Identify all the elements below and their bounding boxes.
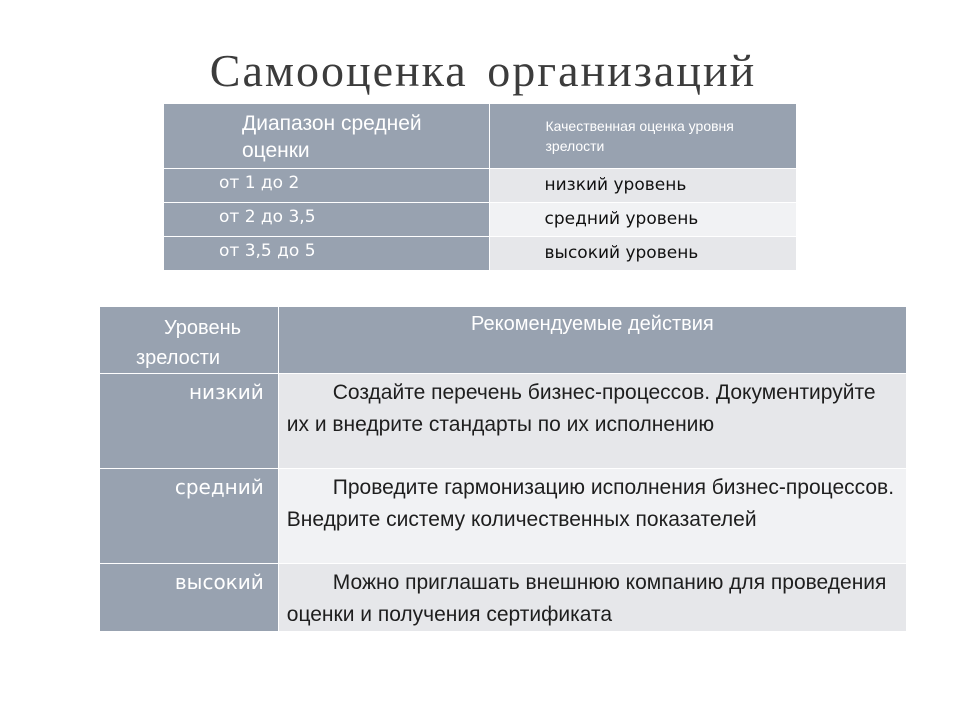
table-header-row bbox=[164, 104, 797, 169]
table-row bbox=[164, 203, 797, 237]
header-maturity: Уровень зрелости bbox=[100, 307, 279, 374]
header-quality: Качественная оценка уровня зрелости bbox=[489, 104, 797, 169]
maturity-cell: низкий bbox=[100, 374, 279, 469]
range-cell: от 3,5 до 5 bbox=[164, 237, 490, 271]
table-header-row bbox=[100, 307, 907, 374]
recommendations-table bbox=[99, 306, 907, 632]
table-row bbox=[164, 169, 797, 203]
action-cell: Проведите гармонизацию исполнения бизнес-процессов. Внедрите систему количественных показателей bbox=[278, 469, 906, 564]
table-row bbox=[100, 469, 907, 564]
range-cell: от 1 до 2 bbox=[164, 169, 490, 203]
slide-title: Самооценка организаций bbox=[209, 45, 757, 96]
score-range-table bbox=[163, 103, 797, 271]
maturity-cell: средний bbox=[100, 469, 279, 564]
level-cell: высокий уровень bbox=[489, 237, 797, 271]
header-range: Диапазон средней оценки bbox=[164, 104, 490, 169]
table-row bbox=[164, 237, 797, 271]
action-cell: Можно приглашать внешнюю компанию для проведения оценки и получения сертификата bbox=[278, 564, 906, 632]
level-cell: средний уровень bbox=[489, 203, 797, 237]
maturity-cell: высокий bbox=[100, 564, 279, 632]
header-actions: Рекомендуемые действия bbox=[278, 307, 906, 374]
table-row bbox=[100, 374, 907, 469]
table-row bbox=[100, 564, 907, 632]
action-cell: Создайте перечень бизнес-процессов. Документируйте их и внедрите стандарты по их исполнению bbox=[278, 374, 906, 469]
level-cell: низкий уровень bbox=[489, 169, 797, 203]
range-cell: от 2 до 3,5 bbox=[164, 203, 490, 237]
